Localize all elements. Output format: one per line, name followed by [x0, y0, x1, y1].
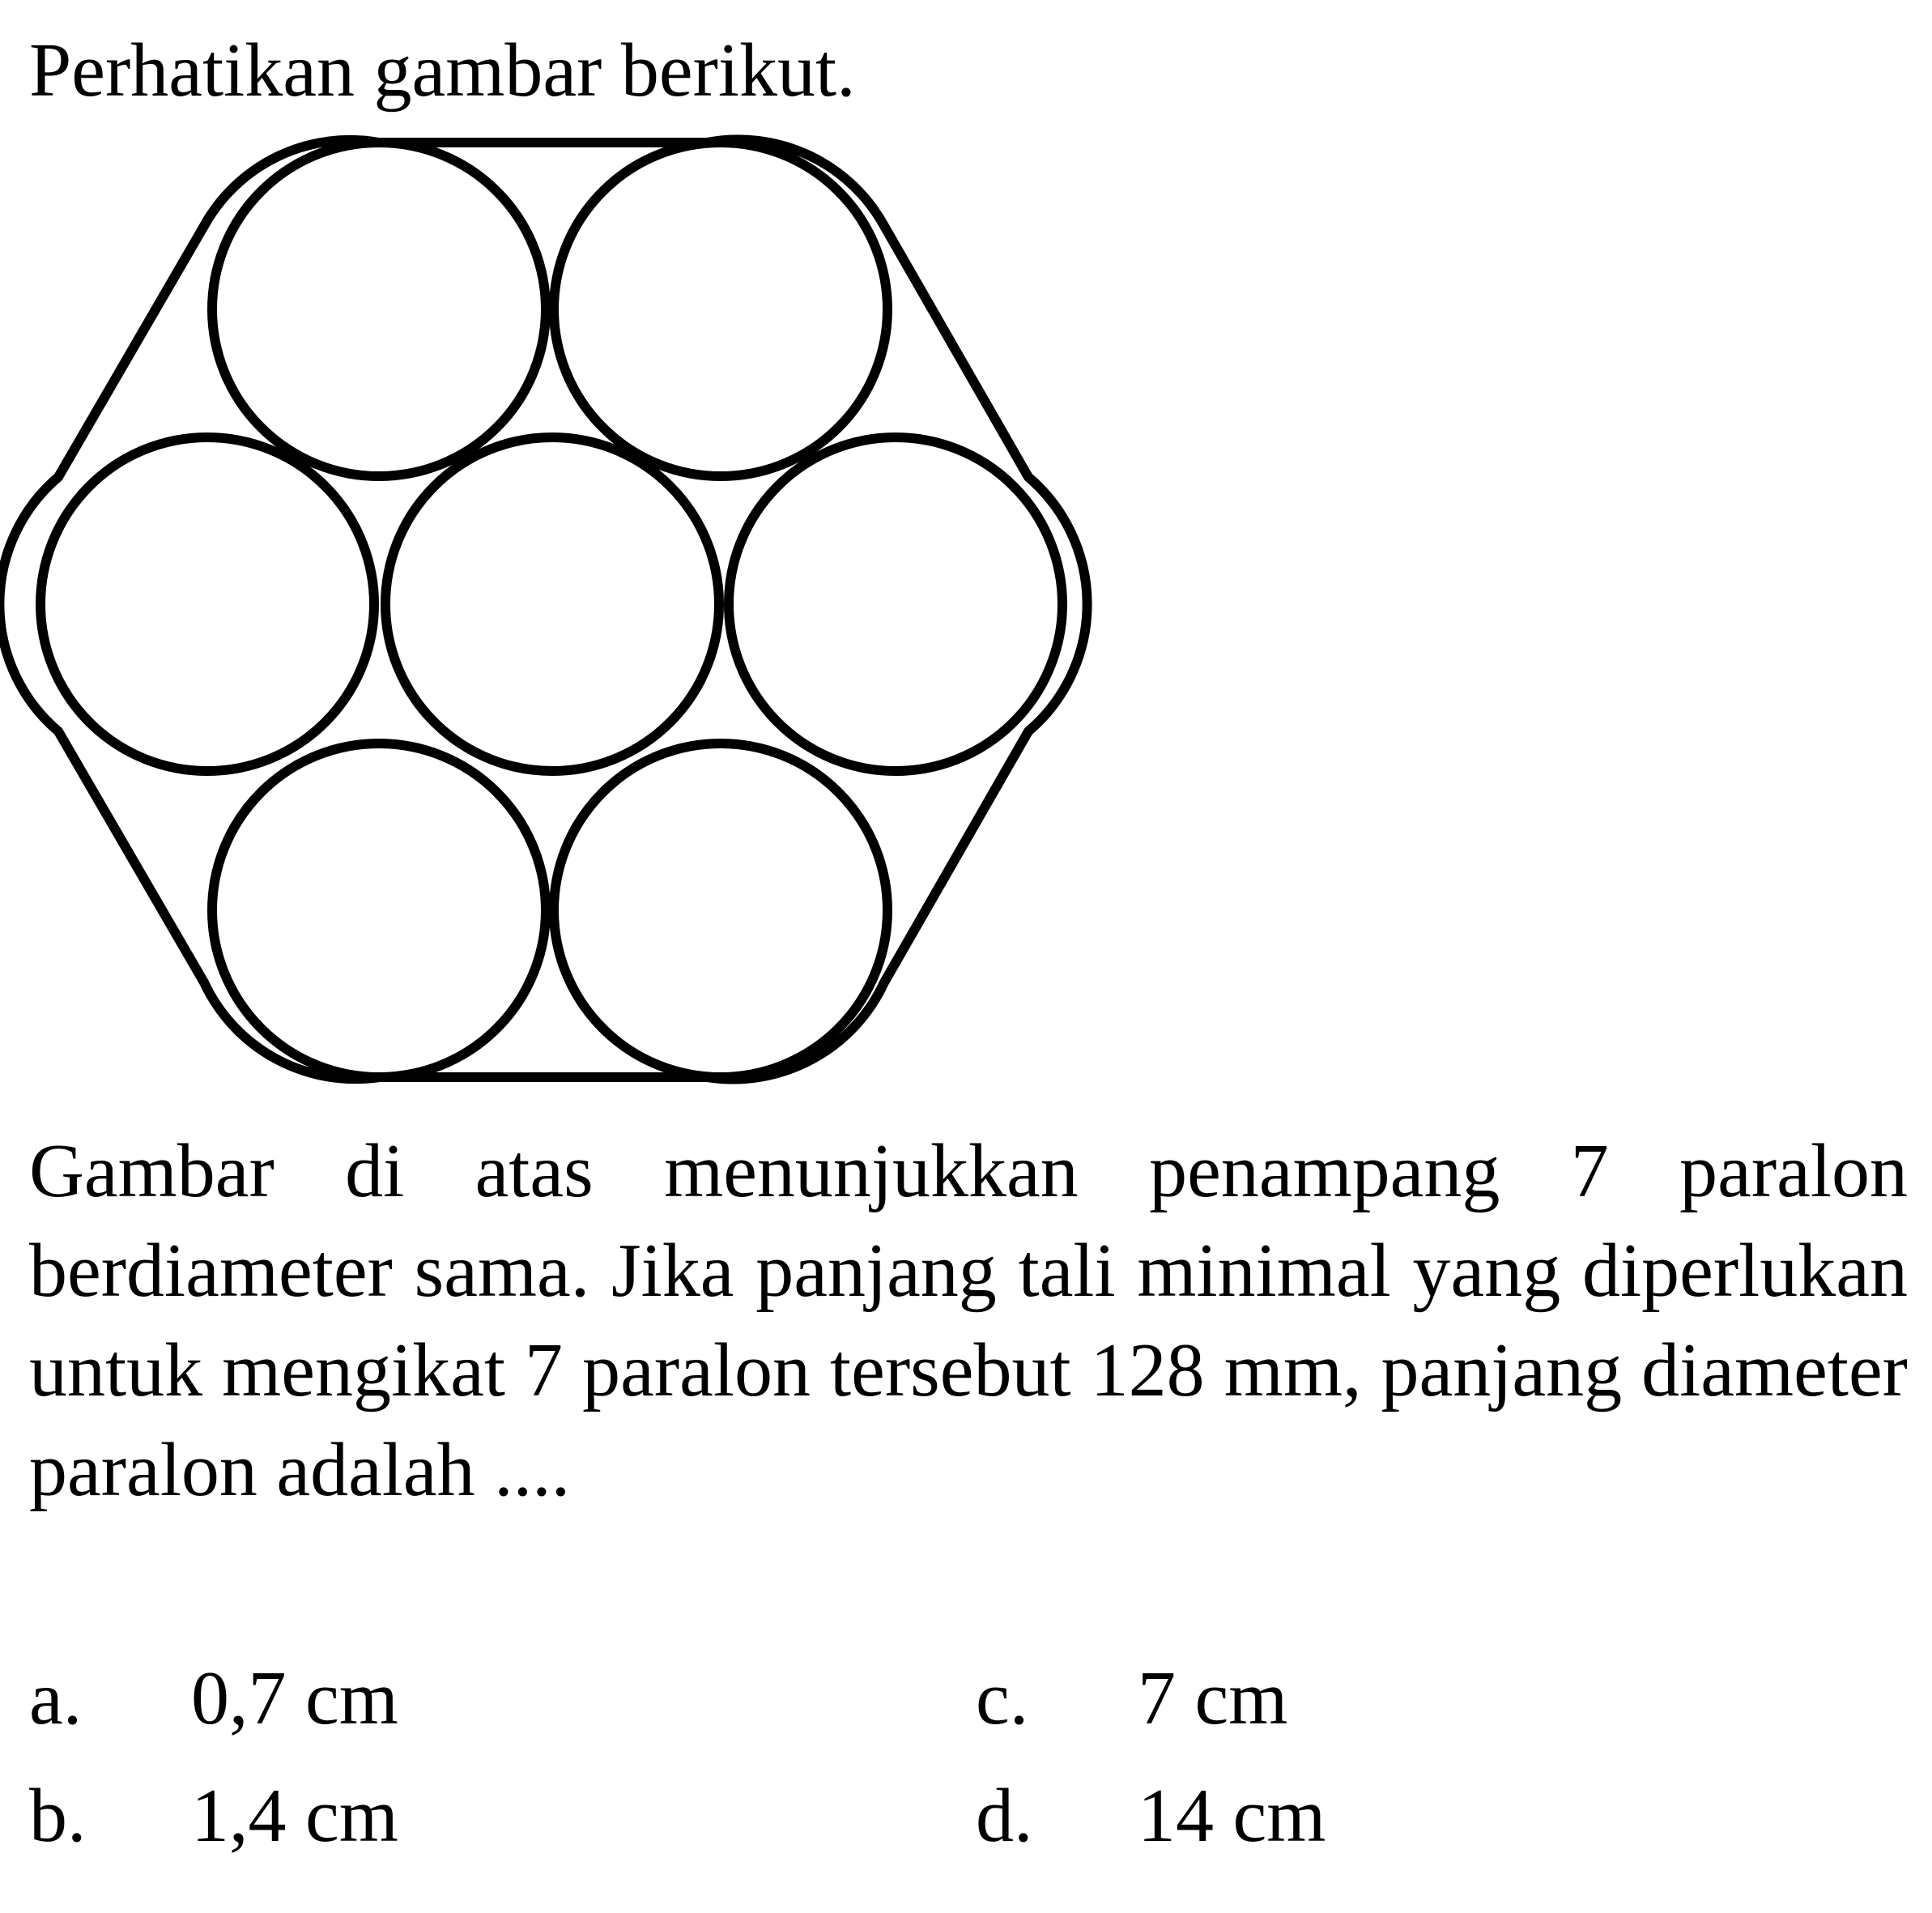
question-text: Gambar di atas menunjukkan penampang 7 paralon berdiameter sama. Jika panjang tali minimal yang diperlukan untuk mengikat 7 paralon tersebut 128 mm, panjang diameter paralon adalah ....: [29, 1129, 1908, 1512]
pipes-diagram: [0, 0, 1134, 1134]
option-letter: c.: [976, 1656, 1029, 1740]
pipe-circle: [729, 437, 1062, 771]
option-value: 14 cm: [1138, 1774, 1326, 1858]
option-value: 7 cm: [1138, 1656, 1288, 1740]
pipe-circle: [385, 437, 719, 771]
problem-title: Perhatikan gambar berikut.: [29, 28, 856, 113]
option-letter: a.: [29, 1656, 83, 1740]
pipe-circle: [212, 143, 546, 476]
option-letter: b.: [29, 1774, 87, 1858]
option-value: 1,4 cm: [191, 1774, 398, 1858]
pipe-circle: [40, 437, 374, 771]
pipe-circle: [554, 743, 887, 1077]
pipe-circle: [212, 743, 546, 1077]
option-value: 0,7 cm: [191, 1656, 398, 1740]
pipe-circle: [554, 143, 887, 476]
option-letter: d.: [976, 1774, 1033, 1858]
